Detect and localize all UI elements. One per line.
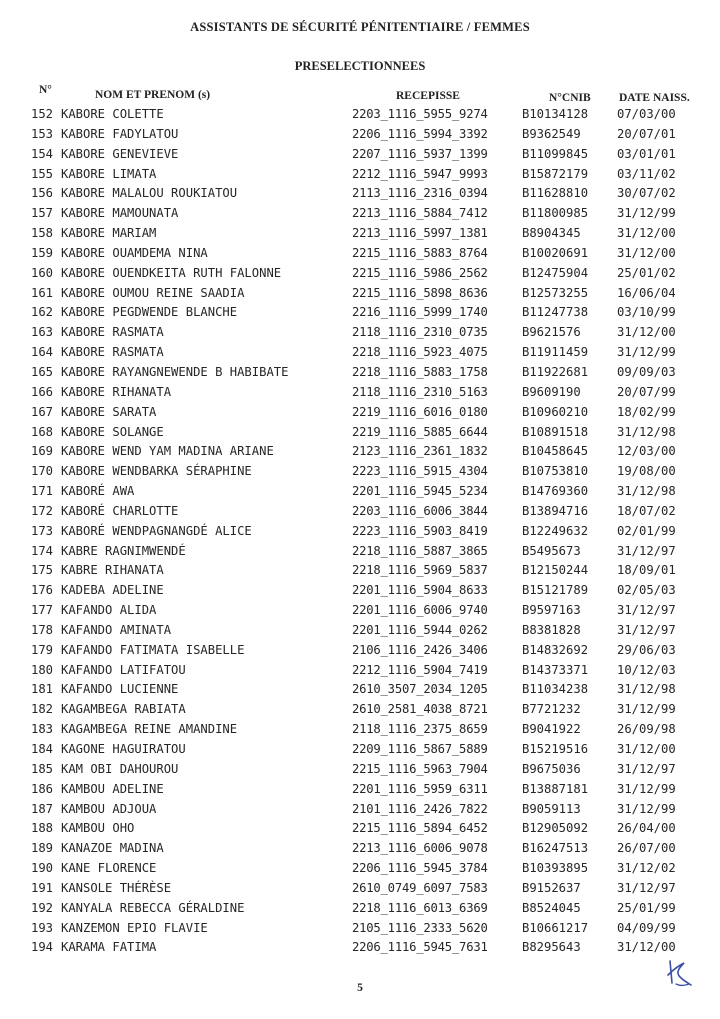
row-cnib: B11247738 xyxy=(522,305,589,320)
table-row xyxy=(0,244,720,264)
row-recepisse: 2203_1116_6006_3844 xyxy=(352,503,488,518)
row-birth-date: 31/12/00 xyxy=(617,940,676,955)
row-recepisse: 2106_1116_2426_3406 xyxy=(352,642,488,657)
row-birth-date: 31/12/99 xyxy=(617,801,676,816)
row-name: KABRE RAGNIMWENDÉ xyxy=(61,543,186,558)
row-name: KABORE RASMATA xyxy=(61,325,164,340)
column-header-no: N° xyxy=(39,84,52,96)
row-number: 158 xyxy=(31,226,54,241)
row-number: 154 xyxy=(31,146,54,161)
row-recepisse: 2219_1116_6016_0180 xyxy=(352,404,488,419)
row-birth-date: 31/12/97 xyxy=(617,603,676,618)
row-number: 174 xyxy=(31,543,54,558)
row-number: 175 xyxy=(31,563,54,578)
row-name: KARAMA FATIMA xyxy=(61,940,157,955)
row-birth-date: 31/12/98 xyxy=(617,424,676,439)
row-number: 190 xyxy=(31,861,54,876)
table-row xyxy=(0,363,720,383)
row-name: KAMBOU ADELINE xyxy=(61,781,164,796)
row-number: 172 xyxy=(31,503,54,518)
row-name: KABORE SARATA xyxy=(61,404,157,419)
row-cnib: B8904345 xyxy=(522,226,581,241)
row-recepisse: 2610_0749_6097_7583 xyxy=(352,880,488,895)
row-birth-date: 25/01/02 xyxy=(617,265,676,280)
row-recepisse: 2215_1116_5883_8764 xyxy=(352,245,488,260)
row-recepisse: 2215_1116_5986_2562 xyxy=(352,265,488,280)
row-birth-date: 18/09/01 xyxy=(617,563,676,578)
row-cnib: B14373371 xyxy=(522,662,589,677)
table-row xyxy=(0,839,720,859)
row-number: 161 xyxy=(31,285,54,300)
table-row xyxy=(0,442,720,462)
row-birth-date: 20/07/01 xyxy=(617,126,676,141)
row-recepisse: 2207_1116_5937_1399 xyxy=(352,146,488,161)
row-number: 165 xyxy=(31,364,54,379)
row-cnib: B12475904 xyxy=(522,265,589,280)
row-name: KAGAMBEGA RABIATA xyxy=(61,702,186,717)
row-name: KABORE WEND YAM MADINA ARIANE xyxy=(61,444,274,459)
row-name: KAMBOU ADJOUA xyxy=(61,801,157,816)
row-cnib: B10891518 xyxy=(522,424,589,439)
table-row xyxy=(0,145,720,165)
row-recepisse: 2213_1116_5997_1381 xyxy=(352,226,488,241)
row-name: KABORÉ CHARLOTTE xyxy=(61,503,179,518)
column-header-recepisse: RECEPISSE xyxy=(396,90,460,102)
row-birth-date: 07/03/00 xyxy=(617,107,676,121)
row-number: 168 xyxy=(31,424,54,439)
row-cnib: B13887181 xyxy=(522,781,589,796)
row-cnib: B14832692 xyxy=(522,642,589,657)
row-cnib: B9059113 xyxy=(522,801,581,816)
row-name: KABRE RIHANATA xyxy=(61,563,164,578)
row-name: KABORÉ AWA xyxy=(61,484,135,499)
table-row xyxy=(0,859,720,879)
row-cnib: B15219516 xyxy=(522,742,589,756)
row-birth-date: 03/10/99 xyxy=(617,305,676,320)
row-recepisse: 2206_1116_5945_3784 xyxy=(352,861,488,876)
row-number: 191 xyxy=(31,880,54,895)
row-recepisse: 2213_1116_6006_9078 xyxy=(352,841,488,856)
row-number: 167 xyxy=(31,404,54,419)
row-recepisse: 2206_1116_5994_3392 xyxy=(352,126,488,141)
row-number: 155 xyxy=(31,166,54,181)
row-recepisse: 2223_1116_5903_8419 xyxy=(352,523,488,538)
table-row xyxy=(0,899,720,919)
row-recepisse: 2215_1116_5894_6452 xyxy=(352,821,488,836)
row-number: 178 xyxy=(31,622,54,637)
row-recepisse: 2203_1116_5955_9274 xyxy=(352,107,488,121)
table-row xyxy=(0,720,720,740)
table-row xyxy=(0,542,720,562)
row-number: 182 xyxy=(31,702,54,717)
row-birth-date: 20/07/99 xyxy=(617,384,676,399)
row-birth-date: 31/12/97 xyxy=(617,880,676,895)
row-number: 170 xyxy=(31,464,54,479)
row-cnib: B14769360 xyxy=(522,484,589,499)
row-number: 164 xyxy=(31,345,54,360)
row-number: 163 xyxy=(31,325,54,340)
row-birth-date: 09/09/03 xyxy=(617,364,676,379)
row-birth-date: 03/11/02 xyxy=(617,166,676,181)
row-number: 180 xyxy=(31,662,54,677)
row-name: KABORE OUMOU REINE SAADIA xyxy=(61,285,245,300)
table-row xyxy=(0,740,720,760)
table-row xyxy=(0,125,720,145)
row-cnib: B8381828 xyxy=(522,622,581,637)
row-cnib: B11099845 xyxy=(522,146,589,161)
row-number: 153 xyxy=(31,126,54,141)
row-cnib: B12905092 xyxy=(522,821,589,836)
row-name: KABORE MAMOUNATA xyxy=(61,206,179,221)
table-row xyxy=(0,105,720,125)
row-cnib: B11628810 xyxy=(522,186,589,201)
row-recepisse: 2201_1116_5944_0262 xyxy=(352,622,488,637)
table-row xyxy=(0,383,720,403)
row-name: KANSOLE THÉRÈSE xyxy=(61,880,172,895)
row-cnib: B8524045 xyxy=(522,900,581,915)
row-birth-date: 02/01/99 xyxy=(617,523,676,538)
row-name: KAFANDO ALIDA xyxy=(61,603,157,618)
row-cnib: B8295643 xyxy=(522,940,581,955)
row-recepisse: 2213_1116_5884_7412 xyxy=(352,206,488,221)
row-birth-date: 31/12/99 xyxy=(617,206,676,221)
table-row xyxy=(0,800,720,820)
row-birth-date: 31/12/00 xyxy=(617,742,676,756)
table-row xyxy=(0,661,720,681)
table-row xyxy=(0,879,720,899)
row-number: 181 xyxy=(31,682,54,697)
row-recepisse: 2118_1116_2310_5163 xyxy=(352,384,488,399)
row-number: 171 xyxy=(31,484,54,499)
row-birth-date: 31/12/97 xyxy=(617,761,676,776)
row-cnib: B10960210 xyxy=(522,404,589,419)
row-name: KAGAMBEGA REINE AMANDINE xyxy=(61,722,238,737)
row-birth-date: 31/12/99 xyxy=(617,781,676,796)
row-birth-date: 30/07/02 xyxy=(617,186,676,201)
column-header-date: DATE NAISS. xyxy=(619,92,690,104)
document-subtitle: PRESELECTIONNEES xyxy=(294,59,426,73)
table-row xyxy=(0,760,720,780)
row-birth-date: 31/12/98 xyxy=(617,484,676,499)
row-name: KABORE RIHANATA xyxy=(61,384,172,399)
table-row xyxy=(0,224,720,244)
row-recepisse: 2206_1116_5945_7631 xyxy=(352,940,488,955)
row-number: 192 xyxy=(31,900,54,915)
row-name: KANYALA REBECCA GÉRALDINE xyxy=(61,900,245,915)
row-cnib: B9675036 xyxy=(522,761,581,776)
row-number: 169 xyxy=(31,444,54,459)
row-number: 183 xyxy=(31,722,54,737)
row-birth-date: 16/06/04 xyxy=(617,285,676,300)
table-row xyxy=(0,323,720,343)
row-number: 194 xyxy=(31,940,54,955)
row-name: KABORE LIMATA xyxy=(61,166,157,181)
row-recepisse: 2105_1116_2333_5620 xyxy=(352,920,488,935)
row-cnib: B11034238 xyxy=(522,682,589,697)
row-birth-date: 26/07/00 xyxy=(617,841,676,856)
table-row xyxy=(0,581,720,601)
table-row xyxy=(0,680,720,700)
table-row xyxy=(0,641,720,661)
table-row xyxy=(0,561,720,581)
row-cnib: B13894716 xyxy=(522,503,589,518)
row-cnib: B16247513 xyxy=(522,841,589,856)
row-birth-date: 26/09/98 xyxy=(617,722,676,737)
row-recepisse: 2219_1116_5885_6644 xyxy=(352,424,488,439)
row-recepisse: 2113_1116_2316_0394 xyxy=(352,186,488,201)
row-birth-date: 25/01/99 xyxy=(617,900,676,915)
row-birth-date: 19/08/00 xyxy=(617,464,676,479)
row-name: KAFANDO LUCIENNE xyxy=(61,682,179,697)
row-name: KANAZOE MADINA xyxy=(61,841,164,856)
row-cnib: B5495673 xyxy=(522,543,581,558)
row-recepisse: 2201_1116_6006_9740 xyxy=(352,603,488,618)
row-cnib: B10393895 xyxy=(522,861,589,876)
row-number: 173 xyxy=(31,523,54,538)
row-recepisse: 2101_1116_2426_7822 xyxy=(352,801,488,816)
row-number: 162 xyxy=(31,305,54,320)
row-birth-date: 31/12/97 xyxy=(617,622,676,637)
row-recepisse: 2123_1116_2361_1832 xyxy=(352,444,488,459)
row-cnib: B10134128 xyxy=(522,107,589,121)
table-row xyxy=(0,403,720,423)
row-name: KAM OBI DAHOUROU xyxy=(61,761,179,776)
row-number: 185 xyxy=(31,761,54,776)
row-recepisse: 2212_1116_5904_7419 xyxy=(352,662,488,677)
row-recepisse: 2215_1116_5898_8636 xyxy=(352,285,488,300)
row-number: 160 xyxy=(31,265,54,280)
row-number: 152 xyxy=(31,107,54,121)
table-row xyxy=(0,621,720,641)
row-birth-date: 31/12/00 xyxy=(617,245,676,260)
row-number: 177 xyxy=(31,603,54,618)
row-birth-date: 31/12/99 xyxy=(617,345,676,360)
table-row xyxy=(0,204,720,224)
row-number: 188 xyxy=(31,821,54,836)
table-row xyxy=(0,601,720,621)
row-birth-date: 26/04/00 xyxy=(617,821,676,836)
row-recepisse: 2216_1116_5999_1740 xyxy=(352,305,488,320)
row-birth-date: 31/12/00 xyxy=(617,226,676,241)
row-recepisse: 2201_1116_5945_5234 xyxy=(352,484,488,499)
row-cnib: B10661217 xyxy=(522,920,589,935)
row-number: 157 xyxy=(31,206,54,221)
row-name: KABORE WENDBARKA SÉRAPHINE xyxy=(61,464,252,479)
row-birth-date: 10/12/03 xyxy=(617,662,676,677)
row-name: KAGONE HAGUIRATOU xyxy=(61,742,186,756)
row-recepisse: 2215_1116_5963_7904 xyxy=(352,761,488,776)
table-row xyxy=(0,423,720,443)
row-name: KABORE RASMATA xyxy=(61,345,164,360)
row-recepisse: 2209_1116_5867_5889 xyxy=(352,742,488,756)
row-cnib: B11922681 xyxy=(522,364,589,379)
row-cnib: B9041922 xyxy=(522,722,581,737)
row-number: 159 xyxy=(31,245,54,260)
row-cnib: B10020691 xyxy=(522,245,589,260)
row-recepisse: 2201_1116_5904_8633 xyxy=(352,583,488,598)
row-cnib: B15872179 xyxy=(522,166,589,181)
row-name: KABORE PEGDWENDE BLANCHE xyxy=(61,305,238,320)
row-name: KAFANDO AMINATA xyxy=(61,622,172,637)
row-birth-date: 04/09/99 xyxy=(617,920,676,935)
page-number: 5 xyxy=(357,982,363,994)
row-cnib: B9621576 xyxy=(522,325,581,340)
row-birth-date: 31/12/02 xyxy=(617,861,676,876)
row-name: KABORE FADYLATOU xyxy=(61,126,179,141)
table-row xyxy=(0,462,720,482)
row-cnib: B9152637 xyxy=(522,880,581,895)
row-recepisse: 2223_1116_5915_4304 xyxy=(352,464,488,479)
row-recepisse: 2201_1116_5959_6311 xyxy=(352,781,488,796)
row-cnib: B11800985 xyxy=(522,206,589,221)
row-recepisse: 2610_2581_4038_8721 xyxy=(352,702,488,717)
row-cnib: B7721232 xyxy=(522,702,581,717)
row-recepisse: 2218_1116_5883_1758 xyxy=(352,364,488,379)
row-cnib: B9362549 xyxy=(522,126,581,141)
row-name: KAFANDO FATIMATA ISABELLE xyxy=(61,642,245,657)
row-cnib: B10753810 xyxy=(522,464,589,479)
row-name: KABORE RAYANGNEWENDE B HABIBATE xyxy=(61,364,289,379)
document-title: ASSISTANTS DE SÉCURITÉ PÉNITENTIAIRE / FEMMES xyxy=(190,20,530,34)
row-name: KABORE OUENDKEITA RUTH FALONNE xyxy=(61,265,282,280)
table-row xyxy=(0,284,720,304)
table-row xyxy=(0,343,720,363)
row-birth-date: 18/02/99 xyxy=(617,404,676,419)
row-cnib: B11911459 xyxy=(522,345,589,360)
table-row xyxy=(0,264,720,284)
table-row xyxy=(0,522,720,542)
row-name: KANE FLORENCE xyxy=(61,861,157,876)
row-recepisse: 2118_1116_2375_8659 xyxy=(352,722,488,737)
handwritten-initials xyxy=(664,957,694,989)
row-name: KABORÉ WENDPAGNANGDÉ ALICE xyxy=(61,523,252,538)
row-name: KABORE COLETTE xyxy=(61,107,164,121)
row-number: 187 xyxy=(31,801,54,816)
table-row xyxy=(0,938,720,958)
row-number: 189 xyxy=(31,841,54,856)
row-name: KAFANDO LATIFATOU xyxy=(61,662,186,677)
row-birth-date: 02/05/03 xyxy=(617,583,676,598)
row-birth-date: 03/01/01 xyxy=(617,146,676,161)
row-name: KAMBOU OHO xyxy=(61,821,135,836)
row-recepisse: 2218_1116_5969_5837 xyxy=(352,563,488,578)
row-birth-date: 12/03/00 xyxy=(617,444,676,459)
row-recepisse: 2118_1116_2310_0735 xyxy=(352,325,488,340)
row-name: KANZEMON EPIO FLAVIE xyxy=(61,920,208,935)
row-recepisse: 2218_1116_5923_4075 xyxy=(352,345,488,360)
row-birth-date: 31/12/99 xyxy=(617,702,676,717)
candidate-list xyxy=(0,105,720,958)
row-name: KABORE OUAMDEMA NINA xyxy=(61,245,208,260)
column-header-cnib: N°CNIB xyxy=(549,92,591,104)
row-birth-date: 31/12/98 xyxy=(617,682,676,697)
row-cnib: B12249632 xyxy=(522,523,589,538)
row-name: KABORE GENEVIEVE xyxy=(61,146,179,161)
row-birth-date: 31/12/97 xyxy=(617,543,676,558)
row-name: KABORE MALALOU ROUKIATOU xyxy=(61,186,238,201)
table-row xyxy=(0,165,720,185)
row-name: KABORE MARIAM xyxy=(61,226,157,241)
column-header-name: NOM ET PRENOM (s) xyxy=(95,89,211,101)
row-cnib: B15121789 xyxy=(522,583,589,598)
row-number: 156 xyxy=(31,186,54,201)
table-row xyxy=(0,919,720,939)
row-number: 193 xyxy=(31,920,54,935)
row-number: 166 xyxy=(31,384,54,399)
row-name: KADEBA ADELINE xyxy=(61,583,164,598)
table-row xyxy=(0,780,720,800)
row-cnib: B9609190 xyxy=(522,384,581,399)
table-row xyxy=(0,819,720,839)
row-recepisse: 2218_1116_5887_3865 xyxy=(352,543,488,558)
row-number: 179 xyxy=(31,642,54,657)
table-row xyxy=(0,502,720,522)
row-cnib: B12573255 xyxy=(522,285,589,300)
table-row xyxy=(0,303,720,323)
table-row xyxy=(0,184,720,204)
row-name: KABORE SOLANGE xyxy=(61,424,164,439)
row-recepisse: 2212_1116_5947_9993 xyxy=(352,166,488,181)
row-birth-date: 29/06/03 xyxy=(617,642,676,657)
row-number: 176 xyxy=(31,583,54,598)
row-birth-date: 18/07/02 xyxy=(617,503,676,518)
row-recepisse: 2610_3507_2034_1205 xyxy=(352,682,488,697)
row-cnib: B10458645 xyxy=(522,444,589,459)
table-row xyxy=(0,700,720,720)
row-recepisse: 2218_1116_6013_6369 xyxy=(352,900,488,915)
row-cnib: B9597163 xyxy=(522,603,581,618)
row-cnib: B12150244 xyxy=(522,563,589,578)
table-row xyxy=(0,482,720,502)
row-number: 186 xyxy=(31,781,54,796)
row-birth-date: 31/12/00 xyxy=(617,325,676,340)
row-number: 184 xyxy=(31,742,54,756)
